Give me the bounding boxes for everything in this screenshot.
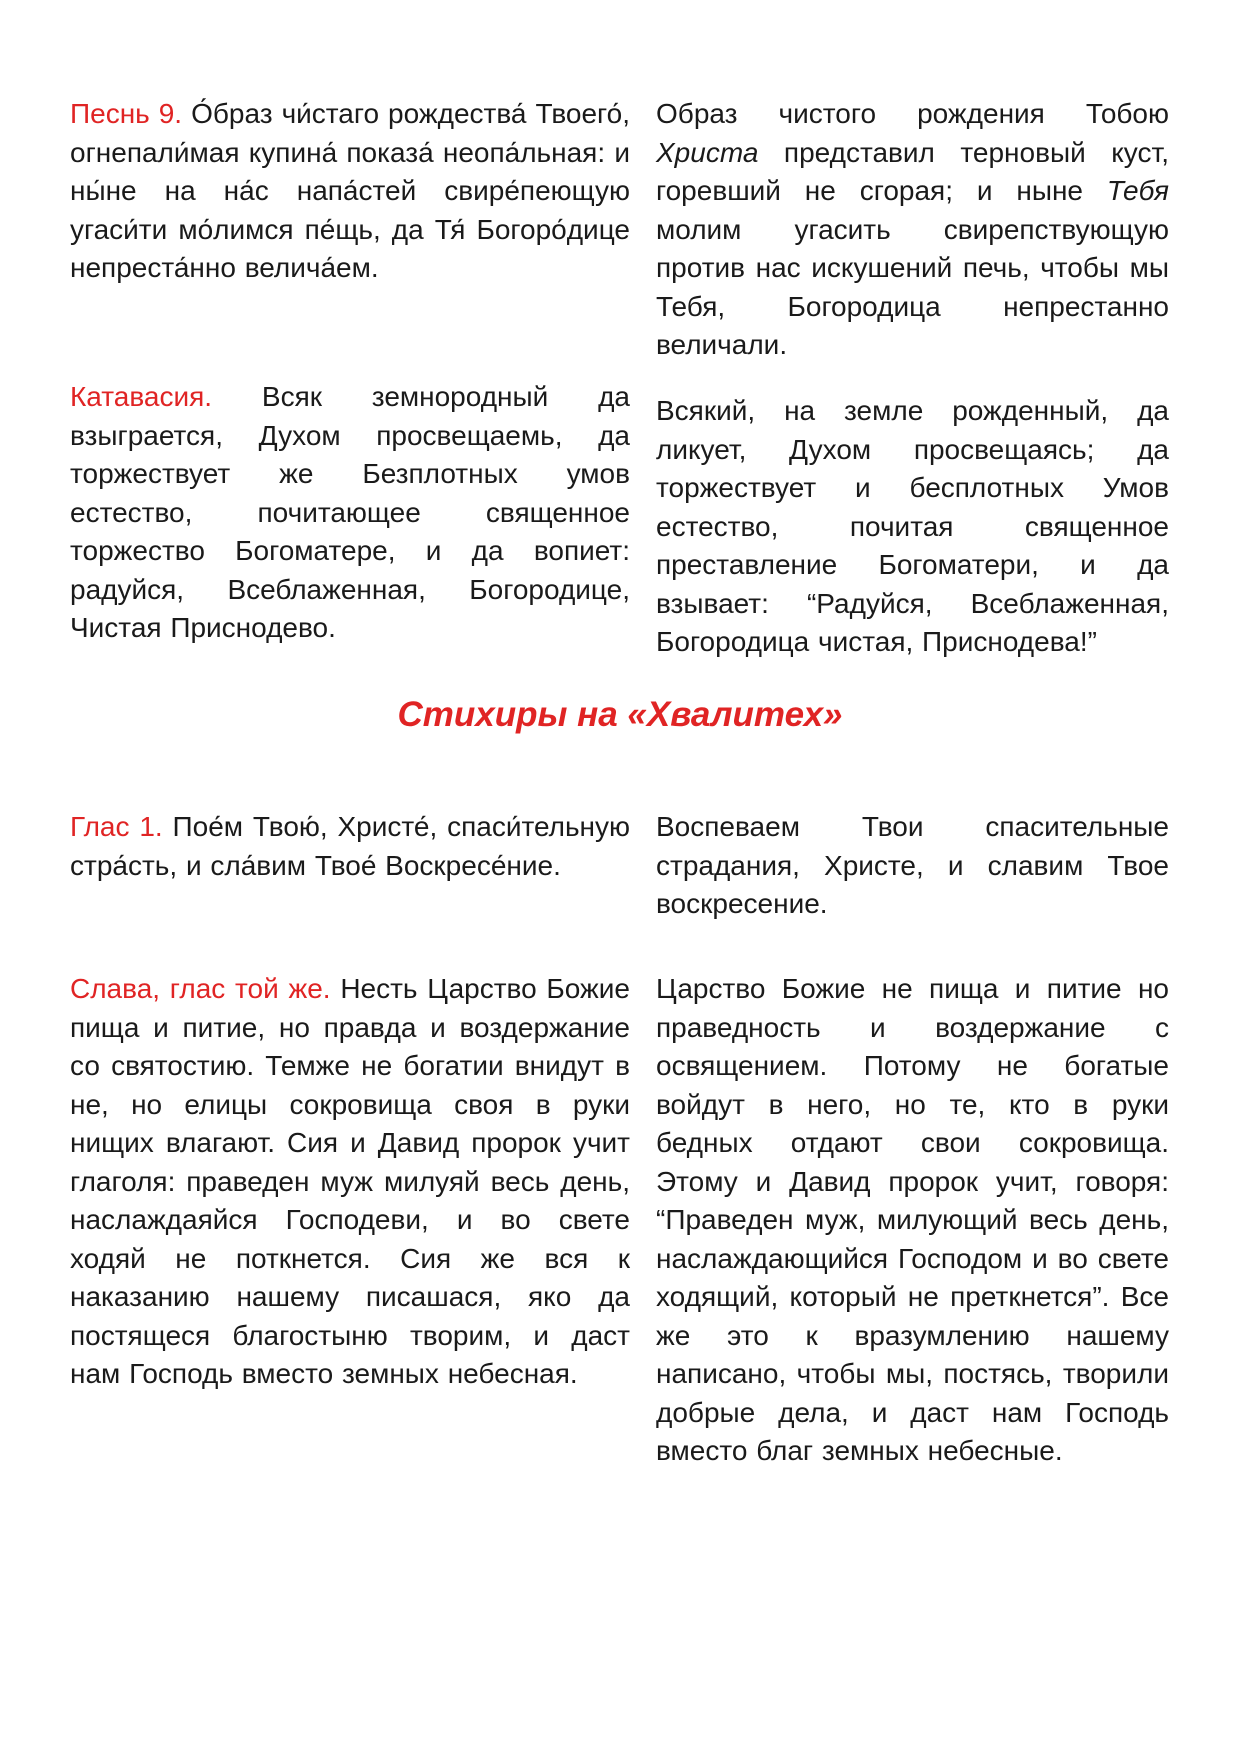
- russian-paragraph-tone1: [656, 808, 1169, 924]
- russian-text-tone1: Воспеваем Твои спасительные страдания, Христе, и славим Твое воскресение.: [656, 811, 1169, 919]
- slavonic-text-song9: О́браз чи́стаго рождества́ Твоего́, огнепали́мая купина́ показа́ неопа́льная: и ны́не на на́с напа́стей свире́пеющую угаси́ти мо́лимся пе́щь, да Тя́ Богоро́дице непреста́нно велича́ем.: [70, 98, 630, 283]
- slavonic-text-glory: Несть Царство Божие пища и питие, но правда и воздержание со святостию. Темже не богатии внидут в не, но елицы сокровища своя в руки нищих влагают. Сия и Давид пророк учит глаголя: праведен муж милуяй весь день, наслаждаяйся Господеви, и во свете ходяй не поткнется. Сия же вся к наказанию нашему писашася, яко да постящеся благостыню творим, и даст нам Господь вместо земных небесная.: [70, 973, 630, 1389]
- russian-paragraph-katavasia: [656, 392, 1169, 662]
- russian-text-glory: Царство Божие не пища и питие но праведность и воздержание с освящением. Потому не богатые войдут в него, но те, кто в руки бедных отдают свои сокровища. Этому и Давид пророк учит, говоря: “Праведен муж, милующий весь день, наслаждающийся Господом и во свете ходящий, который не преткнется”. Все же это к вразумлению нашему написано, чтобы мы, постясь, творили добрые дела, и даст нам Господь вместо благ земных небесные.: [656, 973, 1169, 1466]
- slavonic-paragraph-tone1: [70, 808, 630, 885]
- section-label-song9: Песнь 9.: [70, 98, 183, 129]
- russian-text-song9-thee: Тебя: [1106, 175, 1169, 206]
- section-label-glory: Слава, глас той же.: [70, 973, 331, 1004]
- russian-text-song9-a: Образ чистого рождения Тобою: [656, 98, 1169, 129]
- section-heading: Стихиры на «Хвалитех»: [397, 695, 843, 734]
- russian-text-song9-c: молим угасить свирепствующую против нас искушений печь, чтобы мы Тебя, Богородица непрестанно величали.: [656, 213, 1169, 360]
- russian-text-song9-christ: Христа: [656, 136, 759, 168]
- slavonic-paragraph-song9: [70, 95, 630, 288]
- slavonic-text-tone1: Пое́м Твою́, Христе́, спаси́тельную стра́сть, и сла́вим Твое́ Воскресе́ние.: [70, 811, 630, 881]
- slavonic-text-katavasia: Всяк земнородный да взыграется, Духом просвещаемь, да торжествует же Безплотных умов естество, почитающее священное торжество Богоматере, и да вопиет: радуйся, Всеблаженная, Богородице, Чистая Приснодево.: [70, 381, 630, 643]
- russian-paragraph-song9: [656, 95, 1169, 365]
- russian-paragraph-glory: [656, 970, 1169, 1471]
- slavonic-paragraph-katavasia: [70, 378, 630, 648]
- section-label-tone1: Глас 1.: [70, 811, 163, 842]
- slavonic-paragraph-glory: [70, 970, 630, 1394]
- russian-text-katavasia: Всякий, на земле рожденный, да ликует, Духом просвещаясь; да торжествует и бесплотных Умов естество, почитая священное преставление Богоматери, и да взывает: “Радуйся, Всеблаженная, Богородица чистая, Приснодева!”: [656, 395, 1169, 657]
- section-label-katavasia: Катавасия.: [70, 381, 213, 412]
- russian-text-song9-b: представил терновый куст, горевший не сгорая; и ныне: [656, 136, 1169, 206]
